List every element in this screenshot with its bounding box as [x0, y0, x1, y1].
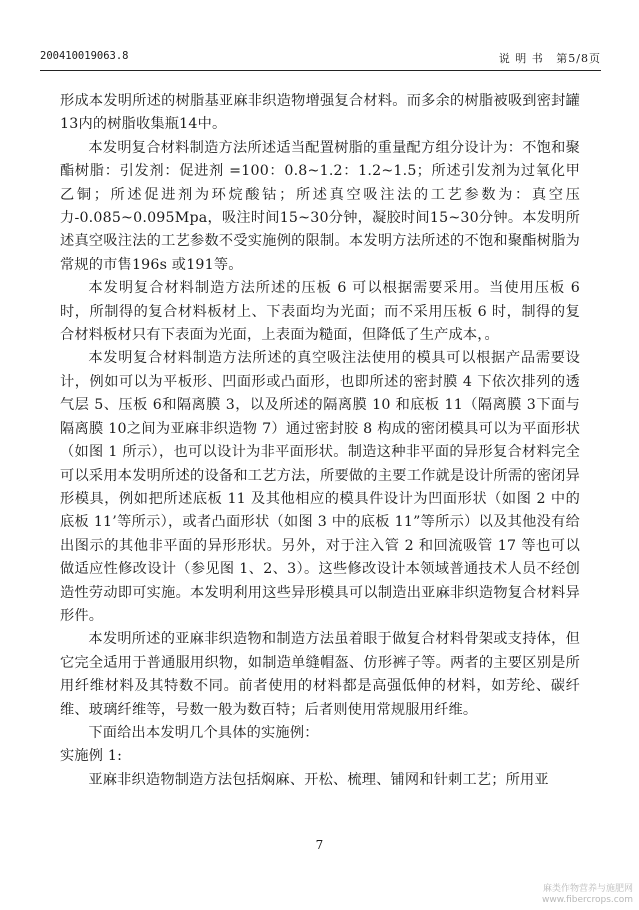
page-number: 7 [315, 838, 324, 852]
header-rule [40, 70, 601, 71]
header-right [499, 50, 601, 66]
paragraph: 本发明复合材料制造方法所述的压板 6 可以根据需要采用。当使用压板 6时，所制得的复合材料板材上、下表面均为光面；而不采用压板 6 时，制得的复合材料板材只有下表面为光面，上表面为糙面，但降低了生产成本，。 [60, 280, 580, 344]
doc-type-label: 说 明 书 [498, 52, 544, 65]
document-body [60, 90, 580, 792]
paragraph: 亚麻非织造物制造方法包括焖麻、开松、梳理、铺网和针刺工艺；所用亚 [88, 771, 549, 788]
paragraph: 本发明复合材料制造方法所述适当配置树脂的重量配方组分设计为：不饱和聚酯树脂：引发剂：促进剂 =100：0.8~1.2：1.2~1.5；所述引发剂为过氧化甲乙铜；所述促进剂为环烷酸钴；所述真空吸注法的工艺参数为：真空压力-0.085~0.095Mpa，吸注时间15~30分钟，凝胶时间15~30分钟。本发明所述真空吸注法的工艺参数不受实施例的限制。本发明方法所述的不饱和聚酯树脂为常规的市售196s 或191等。 [60, 139, 580, 273]
application-number: 200410019063.8 [40, 50, 129, 62]
page-info: 第5/8页 [556, 52, 601, 65]
watermark [542, 884, 633, 906]
paragraph: 本发明所述的亚麻非织造物和制造方法虽着眼于做复合材料骨架或支持体，但它完全适用于普通服用织物，如制造单缝帽盔、仿形裤子等。两者的主要区别是所用纤维材料及其特数不同。前者使用的材料都是高强低伸的材料，如芳纶、碳纤维、玻璃纤维等，号数一般为数百特；后者则使用常规服用纤维。 [60, 631, 580, 718]
watermark-site-name: 麻类作物营养与施肥网 [542, 884, 633, 894]
paragraph: 形成本发明所述的树脂基亚麻非织造物增强复合材料。而多余的树脂被吸到密封罐13内的树脂收集瓶14中。 [60, 93, 580, 133]
watermark-url: www.fibercrops.com [542, 895, 633, 905]
page-header [40, 50, 601, 68]
example-heading: 实施例 1: [60, 748, 123, 765]
paragraph: 下面给出本发明几个具体的实施例： [88, 724, 319, 741]
paragraph: 本发明复合材料制造方法所述的真空吸注法使用的模具可以根据产品需要设计，例如可以为平板形、凹面形或凸面形，也即所述的密封膜 4 下依次排列的透气层 5、压板 6和隔离膜 3，以及所述的隔离膜 10 和底板 11（隔离膜 3下面与隔离膜 10之间为亚麻非织造物 7）通过密封胶 8 构成的密闭模具可以为平面形状（如图 1 所示），也可以设计为非平面形状。制造这种非平面的异形复合材料完全可以采用本发明所述的设备和工艺方法，所要做的主要工作就是设计所需的密闭异形模具，例如把所述底板 11 及其他相应的模具件设计为凹面形状（如图 2 中的底板 11’等所示），或者凸面形状（如图 3 中的底板 11”等所示）以及其他没有给出图示的其他非平面的异形形状。另外，对于注入管 2 和回流吸管 17 等也可以做适应性修改设计（参见图 1、2、3）。这些修改设计本领域普通技术人员不经创造性劳动即可实施。本发明利用这些异形模具可以制造出亚麻非织造物复合材料异形件。 [60, 350, 580, 624]
